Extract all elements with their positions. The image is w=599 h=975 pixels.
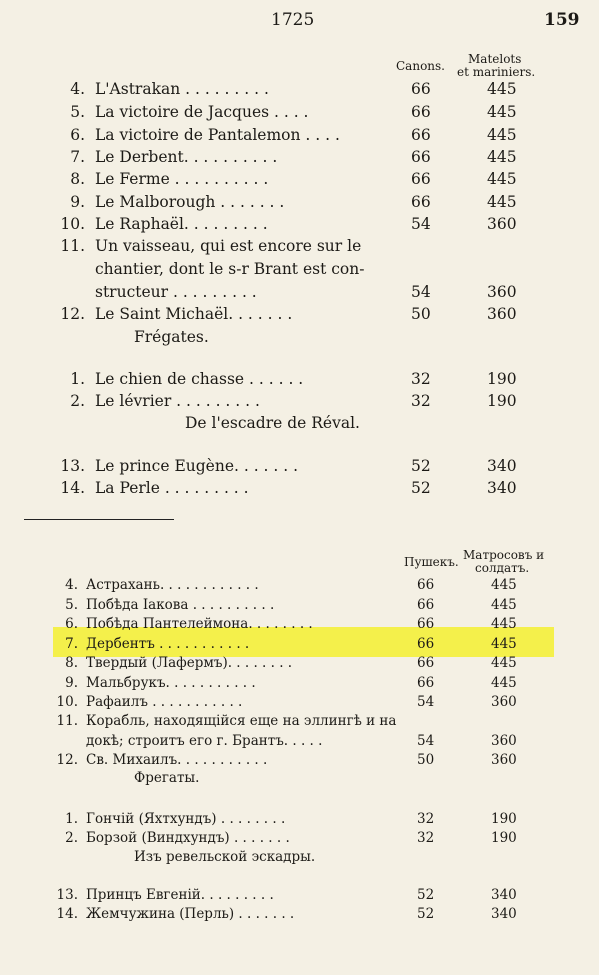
- ship-name: Мальбрукъ. . . . . . . . . . .: [86, 675, 256, 691]
- cannons-value: 32: [411, 370, 431, 388]
- french-table-row: [0, 260, 599, 282]
- cannons-value: 66: [417, 577, 435, 593]
- french-table-row: [0, 283, 599, 305]
- cannons-value: 50: [411, 305, 431, 323]
- cannons-value: 32: [417, 830, 435, 846]
- russian-table-row: [0, 752, 599, 774]
- cannons-value: 66: [411, 148, 431, 166]
- ship-name: Борзой (Виндхундъ) . . . . . . .: [86, 830, 290, 846]
- cannons-value: 52: [417, 906, 435, 922]
- row-number: 12.: [60, 305, 85, 323]
- russian-table-row: [0, 655, 599, 677]
- french-table-row: [0, 479, 599, 501]
- row-number: 4.: [70, 80, 85, 98]
- ship-name: Побѣда Іакова . . . . . . . . . .: [86, 597, 275, 613]
- crew-value: 445: [491, 597, 517, 613]
- ship-name: Le Saint Michaël. . . . . . .: [95, 305, 293, 323]
- cannons-value: 66: [417, 675, 435, 691]
- ship-name: Св. Михаилъ. . . . . . . . . . .: [86, 752, 268, 768]
- fr-section-fregates: Frégates.: [134, 328, 209, 346]
- ship-name: Рафаилъ . . . . . . . . . . .: [86, 694, 243, 710]
- ship-name: Le prince Eugène. . . . . . .: [95, 457, 299, 475]
- ship-name: chantier, dont le s-r Brant est con-: [95, 260, 365, 278]
- crew-value: 340: [487, 479, 517, 497]
- crew-value: 445: [487, 80, 517, 98]
- french-table-row: [0, 148, 599, 170]
- crew-value: 360: [491, 733, 517, 749]
- cannons-value: 52: [411, 479, 431, 497]
- crew-value: 340: [487, 457, 517, 475]
- ship-name: Жемчужина (Перль) . . . . . . .: [86, 906, 295, 922]
- crew-value: 445: [491, 577, 517, 593]
- french-table-row: [0, 305, 599, 327]
- row-number: 14.: [60, 479, 85, 497]
- row-number: 2.: [65, 830, 78, 846]
- french-table-row: [0, 126, 599, 148]
- cannons-value: 66: [417, 597, 435, 613]
- cannons-value: 66: [411, 80, 431, 98]
- crew-value: 190: [491, 811, 517, 827]
- row-number: 14.: [56, 906, 78, 922]
- page-year: 1725: [271, 10, 315, 30]
- cannons-value: 54: [417, 694, 435, 710]
- cannons-value: 66: [417, 655, 435, 671]
- ship-name: La victoire de Pantalemon . . . .: [95, 126, 340, 144]
- row-number: 11.: [60, 237, 85, 255]
- row-number: 6.: [70, 126, 85, 144]
- crew-value: 360: [487, 305, 517, 323]
- row-number: 13.: [60, 457, 85, 475]
- crew-value: 190: [491, 830, 517, 846]
- crew-value: 360: [487, 283, 517, 301]
- ru-section-fregates: Фрегаты.: [134, 770, 200, 786]
- cannons-value: 52: [417, 887, 435, 903]
- russian-table-row: [0, 577, 599, 599]
- ru-section-reval: Изъ ревельской эскадры.: [134, 849, 316, 865]
- crew-value: 445: [491, 655, 517, 671]
- ship-name: Le chien de chasse . . . . . .: [95, 370, 304, 388]
- row-number: 5.: [70, 103, 85, 121]
- row-number: 9.: [65, 675, 78, 691]
- ship-name: Le Derbent. . . . . . . . . .: [95, 148, 278, 166]
- crew-value: 445: [487, 193, 517, 211]
- cannons-value: 50: [417, 752, 435, 768]
- fr-section-reval: De l'escadre de Réval.: [185, 414, 360, 432]
- row-number: 6.: [65, 616, 78, 632]
- crew-value: 445: [491, 636, 517, 652]
- ship-name: structeur . . . . . . . . .: [95, 283, 257, 301]
- row-number: 12.: [56, 752, 78, 768]
- cannons-value: 54: [411, 215, 431, 233]
- ship-name: Le Ferme . . . . . . . . . .: [95, 170, 269, 188]
- russian-table-row: [0, 906, 599, 928]
- french-table-row: [0, 392, 599, 414]
- crew-value: 360: [491, 752, 517, 768]
- footnote-rule: [24, 519, 174, 520]
- ship-name: Гончій (Яхтхундъ) . . . . . . . .: [86, 811, 286, 827]
- french-table-row: [0, 170, 599, 192]
- row-number: 7.: [70, 148, 85, 166]
- crew-value: 190: [487, 370, 517, 388]
- crew-value: 445: [487, 126, 517, 144]
- row-number: 9.: [70, 193, 85, 211]
- fr-col-matelots-2: et mariniers.: [457, 65, 536, 79]
- crew-value: 340: [491, 906, 517, 922]
- row-number: 7.: [65, 636, 78, 652]
- ship-name: Le Malborough . . . . . . .: [95, 193, 285, 211]
- french-table-row: [0, 80, 599, 102]
- cannons-value: 66: [411, 103, 431, 121]
- crew-value: 360: [491, 694, 517, 710]
- french-table-row: [0, 237, 599, 259]
- russian-table-row: [0, 616, 599, 638]
- ship-name: Твердый (Лафермъ). . . . . . . .: [86, 655, 293, 671]
- ship-name: докѣ; строитъ его г. Брантъ. . . . .: [86, 733, 323, 749]
- cannons-value: 66: [417, 616, 435, 632]
- ship-name: La Perle . . . . . . . . .: [95, 479, 249, 497]
- ship-name: L'Astrakan . . . . . . . . .: [95, 80, 269, 98]
- ship-name: Дербентъ . . . . . . . . . . .: [86, 636, 250, 652]
- cannons-value: 54: [417, 733, 435, 749]
- ship-name: Le lévrier . . . . . . . . .: [95, 392, 260, 410]
- row-number: 8.: [65, 655, 78, 671]
- cannons-value: 66: [411, 170, 431, 188]
- russian-table-row: [0, 713, 599, 735]
- row-number: 4.: [65, 577, 78, 593]
- row-number: 10.: [56, 694, 78, 710]
- french-table-row: [0, 103, 599, 125]
- crew-value: 445: [487, 170, 517, 188]
- cannons-value: 32: [417, 811, 435, 827]
- crew-value: 445: [487, 103, 517, 121]
- row-number: 10.: [60, 215, 85, 233]
- cannons-value: 52: [411, 457, 431, 475]
- crew-value: 340: [491, 887, 517, 903]
- crew-value: 360: [487, 215, 517, 233]
- page-number: 159: [544, 10, 580, 30]
- ru-col-matrosov-1: Матросовъ и: [463, 548, 545, 562]
- french-table-row: [0, 370, 599, 392]
- crew-value: 190: [487, 392, 517, 410]
- ship-name: Le Raphaël. . . . . . . . .: [95, 215, 268, 233]
- row-number: 2.: [70, 392, 85, 410]
- ship-name: Un vaisseau, qui est encore sur le: [95, 237, 362, 255]
- row-number: 13.: [56, 887, 78, 903]
- ship-name: Принцъ Евгеній. . . . . . . . .: [86, 887, 274, 903]
- fr-col-canons: Canons.: [396, 59, 445, 73]
- cannons-value: 66: [411, 126, 431, 144]
- cannons-value: 54: [411, 283, 431, 301]
- cannons-value: 66: [417, 636, 435, 652]
- cannons-value: 32: [411, 392, 431, 410]
- ship-name: La victoire de Jacques . . . .: [95, 103, 309, 121]
- fr-col-matelots-1: Matelots: [468, 52, 522, 66]
- ru-col-matrosov-2: солдатъ.: [475, 561, 530, 575]
- row-number: 5.: [65, 597, 78, 613]
- row-number: 1.: [65, 811, 78, 827]
- row-number: 1.: [70, 370, 85, 388]
- ru-col-pushek: Пушекъ.: [404, 555, 459, 569]
- crew-value: 445: [487, 148, 517, 166]
- cannons-value: 66: [411, 193, 431, 211]
- french-table-row: [0, 215, 599, 237]
- row-number: 11.: [56, 713, 78, 729]
- crew-value: 445: [491, 675, 517, 691]
- crew-value: 445: [491, 616, 517, 632]
- french-table-row: [0, 457, 599, 479]
- ship-name: Побѣда Пантелеймона. . . . . . . .: [86, 616, 313, 632]
- row-number: 8.: [70, 170, 85, 188]
- french-table-row: [0, 193, 599, 215]
- ship-name: Корабль, находящійся еще на эллингѣ и на: [86, 713, 397, 729]
- ship-name: Астрахань. . . . . . . . . . . .: [86, 577, 259, 593]
